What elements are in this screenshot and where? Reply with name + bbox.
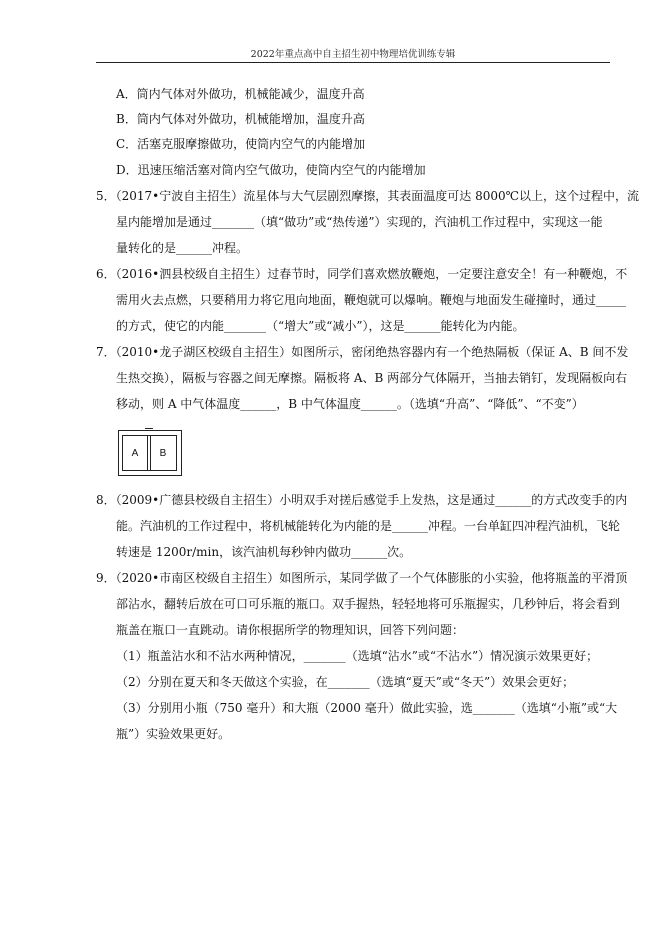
header-rule [96, 62, 610, 63]
option-b: B．筒内气体对外做功，机械能增加，温度升高 [116, 112, 365, 126]
question-7-line-2: 生热交换），隔板与容器之间无摩擦。隔板将 A、B 两部分气体隔开，当抽去销钉，发现隔板向右 [116, 371, 628, 385]
question-6-line-3: 的方式，使它的内能_______（“增大”或“减小”），这是______能转化为内能。 [116, 319, 525, 333]
chamber-b-label: B [159, 447, 167, 459]
container-diagram [118, 430, 182, 476]
question-6-line-1: 6．（2016•泗县校级自主招生）过春节时，同学们喜欢燃放鞭炮，一定要注意安全！有一种鞭炮，不 [96, 267, 628, 281]
option-c: C．活塞克服摩擦做功，使筒内空气的内能增加 [116, 137, 366, 151]
question-9-line-2: 部沾水，翻转后放在可口可乐瓶的瓶口。双手握热，轻轻地将可乐瓶握实，几秒钟后，将会看到 [116, 597, 621, 611]
chamber-b [149, 435, 177, 471]
question-8-line-1: 8．（2009•广德县校级自主招生）小明双手对搓后感觉手上发热，这是通过______的方式改变手的内 [96, 493, 628, 507]
question-9-part-2: （2）分别在夏天和冬天做这个实验，在_______（选填“夏天”或“冬天”）效果会更好； [116, 675, 575, 689]
question-9-part-1: （1）瓶盖沾水和不沾水两种情况，_______（选填“沾水”或“不沾水”）情况演示效果更好； [116, 649, 599, 663]
partition-board [147, 435, 151, 471]
chamber-a-label: A [131, 447, 139, 459]
question-9-line-3: 瓶盖在瓶口一直跳动。请你根据所学的物理知识，回答下列问题： [116, 623, 465, 637]
question-8-line-2: 能。汽油机的工作过程中，将机械能转化为内能的是______冲程。一台单缸四冲程汽油机，飞轮 [116, 519, 621, 533]
question-5-line-1: 5．（2017•宁波自主招生）流星体与大气层剧烈摩擦，其表面温度可达 8000℃以上，这个过程中，流 [96, 189, 640, 203]
chamber-a [122, 435, 148, 471]
page-header: 2022年重点高中自主招生初中物理培优训练专辑 [250, 49, 456, 60]
question-9-line-1: 9．（2020•市南区校级自主招生）如图所示，某同学做了一个气体膨胀的小实验，他将瓶盖的平滑顶 [96, 571, 628, 585]
question-5-line-2: 星内能增加是通过_______（填“做功”或“热传递”）实现的，汽油机工作过程中，实现这一能 [116, 215, 603, 229]
option-a: A．筒内气体对外做功，机械能减少，温度升高 [116, 87, 365, 101]
question-9-part-3: （3）分别用小瓶（750 毫升）和大瓶（2000 毫升）做此实验，选_______（选填“小瓶”或“大 [116, 701, 618, 715]
pin [145, 428, 153, 429]
question-6-line-2: 需用火去点燃，只要稍用力将它甩向地面，鞭炮就可以爆响。鞭炮与地面发生碰撞时，通过_____ [116, 293, 627, 307]
option-d: D．迅速压缩活塞对筒内空气做功，使筒内空气的内能增加 [116, 163, 426, 177]
question-7-line-3: 移动，则 A 中气体温度______，B 中气体温度______。（选填“升高”、“降低”、“不变”） [116, 397, 584, 411]
question-7-line-1: 7．（2010•龙子湖区校级自主招生）如图所示，密闭绝热容器内有一个绝热隔板（保证 A、B 间不发 [96, 345, 629, 359]
question-5-line-3: 量转化的是______冲程。 [116, 241, 249, 255]
question-9-part-3-cont: 瓶”）实验效果更好。 [116, 727, 231, 741]
question-8-line-3: 转速是 1200r/min，该汽油机每秒钟内做功______次。 [116, 545, 412, 559]
